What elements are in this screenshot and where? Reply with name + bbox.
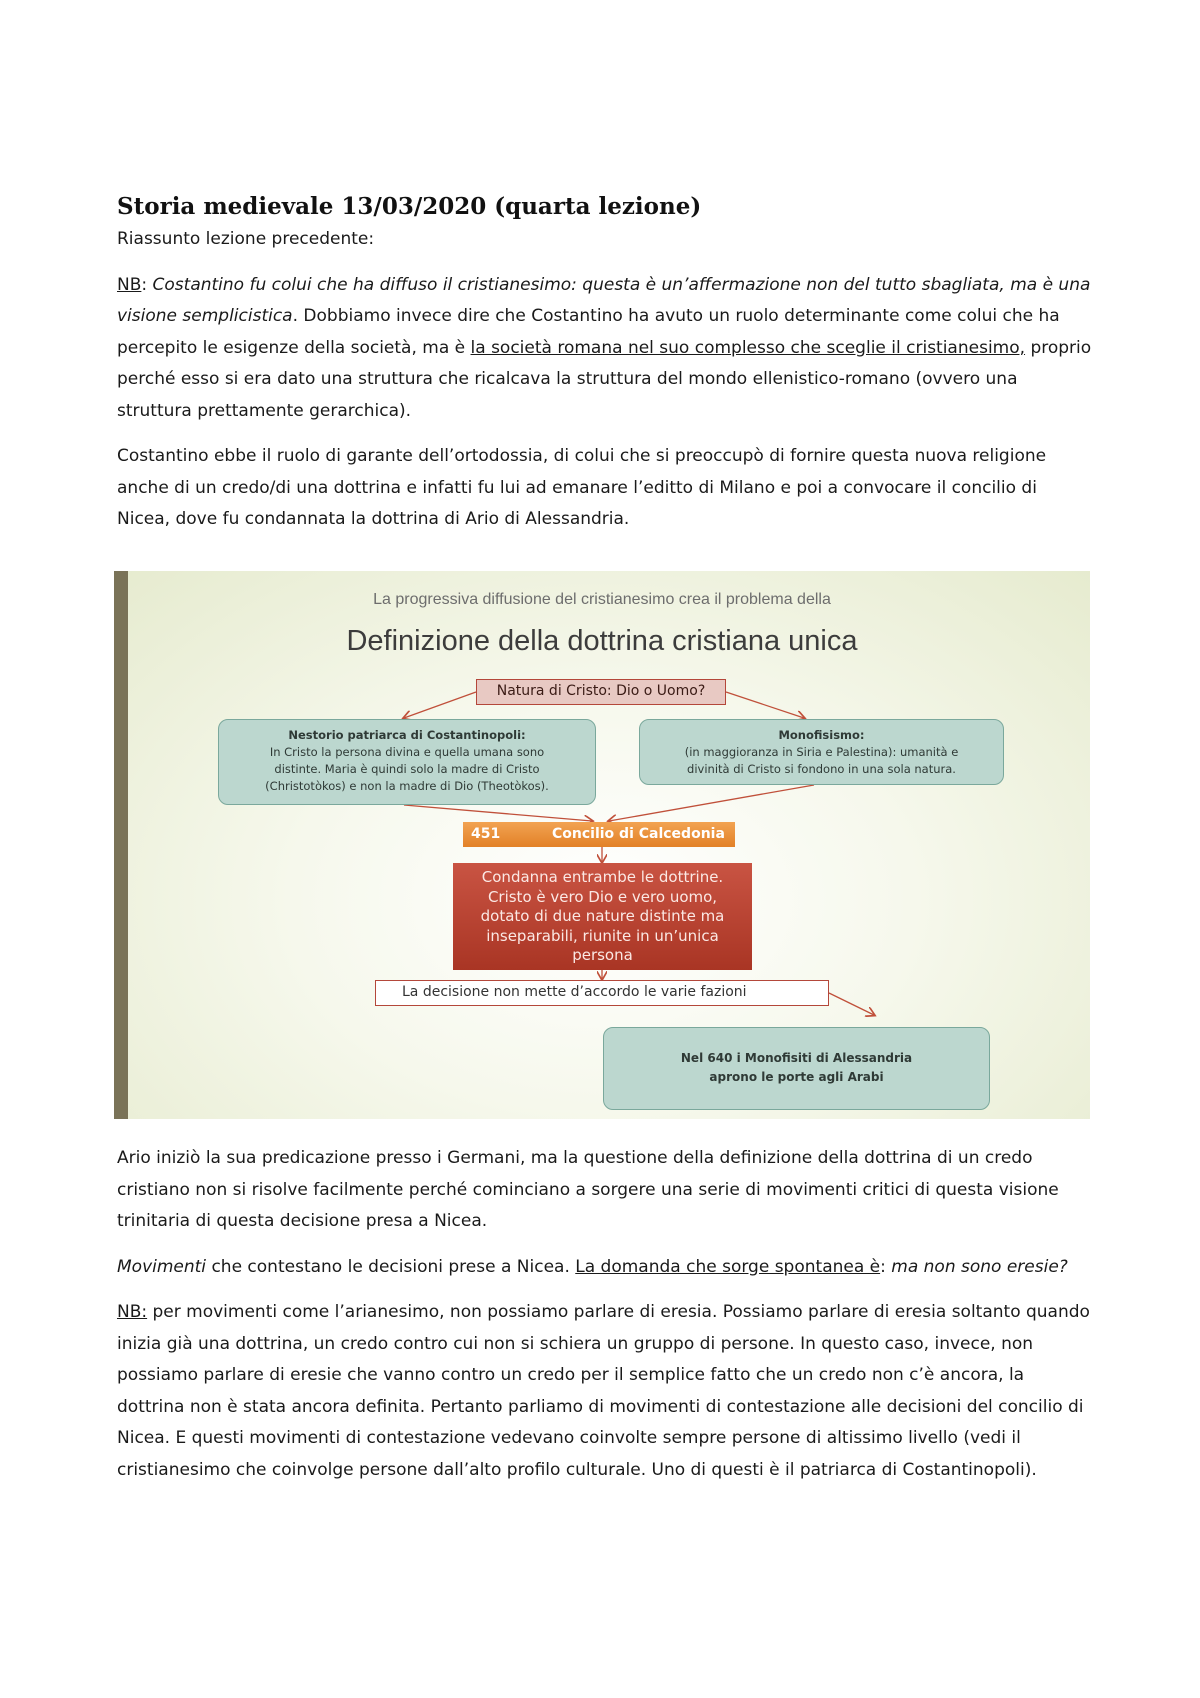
- nestorio-box: [218, 719, 596, 805]
- condemnation-line-3: dotato di due nature distinte ma: [480, 907, 725, 925]
- monofisismo-line-1: (in maggioranza in Siria e Palestina): umanità e: [684, 745, 959, 759]
- p4-colon: :: [880, 1256, 892, 1277]
- monofisismo-line-2: divinità di Cristo si fondono in una sola natura.: [687, 762, 956, 776]
- p1-underline: la società romana nel suo complesso che sceglie il cristianesimo,: [470, 337, 1026, 358]
- question-box: Natura di Cristo: Dio o Uomo?: [476, 679, 726, 705]
- arabs-box: [603, 1027, 990, 1110]
- document-body-lower: [117, 1143, 1092, 1500]
- monofisismo-box: [639, 719, 1004, 785]
- arabs-line-2: aprono le porte agli Arabi: [709, 1070, 884, 1084]
- monofisismo-title: Monofisismo:: [778, 728, 865, 742]
- nestorio-line-2: distinte. Maria è quindi solo la madre di Cristo: [274, 762, 540, 776]
- nestorio-title: Nestorio patriarca di Costantinopoli:: [288, 728, 526, 742]
- p4-italic-a: Movimenti: [117, 1256, 207, 1277]
- subtitle: Riassunto lezione precedente:: [117, 229, 375, 249]
- p5-text: per movimenti come l’arianesimo, non possiamo parlare di eresia. Possiamo parlare di eresia soltanto quando inizia già una dottrina, un credo contro cui non si schiera un gruppo di persone. In questo caso, invece, non possiamo parlare di eresie che vanno contro un credo per il semplice fatto che un credo non c’è ancora, la dottrina non è stata ancora definita. Pertanto parliamo di movimenti di contestazione alle decisioni del concilio di Nicea. E questi movimenti di contestazione vedevano coinvolte sempre persone di altissimo livello (vedi il cristianesimo che coinvolge persone dall’alto profilo culturale. Uno di questi è il patriarca di Costantinopoli).: [117, 1302, 1090, 1480]
- condemnation-line-1: Condanna entrambe le dottrine.: [481, 868, 724, 886]
- condemnation-line-4: inseparabili, riunite in un’unica: [486, 926, 719, 945]
- paragraph-1: [117, 270, 1092, 428]
- document-body: [117, 190, 1092, 550]
- decision-box: La decisione non mette d’accordo le varie fazioni: [375, 980, 829, 1006]
- condemnation-line-5: persona: [572, 946, 633, 964]
- condemnation-box: [453, 863, 752, 970]
- p4-italic-b: ma non sono eresie?: [891, 1256, 1068, 1277]
- slide-kicker: La progressiva diffusione del cristianesimo crea il problema della: [373, 591, 831, 608]
- nb-label: NB: [117, 274, 142, 295]
- council-year: 451: [471, 826, 501, 842]
- nestorio-line-3: (Christotòkos) e non la madre di Dio (Theotòkos).: [265, 779, 549, 793]
- council-box: [463, 822, 735, 847]
- p1-colon: :: [141, 274, 153, 295]
- page-title: Storia medievale 13/03/2020 (quarta lezione): [117, 193, 702, 220]
- paragraph-4: [117, 1252, 1092, 1284]
- p4-underline: La domanda che sorge spontanea è: [575, 1256, 881, 1277]
- arabs-line-1: Nel 640 i Monofisiti di Alessandria: [680, 1051, 913, 1065]
- paragraph-5: [117, 1297, 1092, 1486]
- slide-image: [114, 571, 1090, 1119]
- p1-text-a: . Dobbiamo invece dire che Costantino ha avuto un ruolo determinante come colui che ha percepito le esigenze della società, ma è: [117, 306, 1060, 358]
- p1-text-b: proprio perché esso si era dato una struttura che ricalcava la struttura del mondo ellenistico-romano (ovvero una struttura prettamente gerarchica).: [117, 337, 1092, 421]
- p1-italic: Costantino fu colui che ha diffuso il cristianesimo: questa è un’affermazione non del tutto sbagliata, ma è una visione semplicistica: [117, 274, 1091, 326]
- p4-text-a: che contestano le decisioni prese a Nicea.: [206, 1256, 576, 1277]
- council-name: Concilio di Calcedonia: [552, 826, 725, 842]
- paragraph-3: Ario iniziò la sua predicazione presso i Germani, ma la questione della definizione della dottrina di un credo cristiano non si risolve facilmente perché cominciano a sorgere una serie di movimenti critici di questa visione trinitaria di questa decisione presa a Nicea.: [117, 1148, 1059, 1231]
- paragraph-2: Costantino ebbe il ruolo di garante dell’ortodossia, di colui che si preoccupò di fornire questa nuova religione anche di un credo/di una dottrina e infatti fu lui ad emanare l’editto di Milano e poi a convocare il concilio di Nicea, dove fu condannata la dottrina di Ario di Alessandria.: [117, 446, 1047, 529]
- nestorio-line-1: In Cristo la persona divina e quella umana sono: [269, 745, 545, 759]
- condemnation-line-2: Cristo è vero Dio e vero uomo,: [487, 887, 718, 906]
- slide-title: Definizione della dottrina cristiana unica: [346, 625, 858, 657]
- nb-label-2: NB:: [117, 1302, 148, 1322]
